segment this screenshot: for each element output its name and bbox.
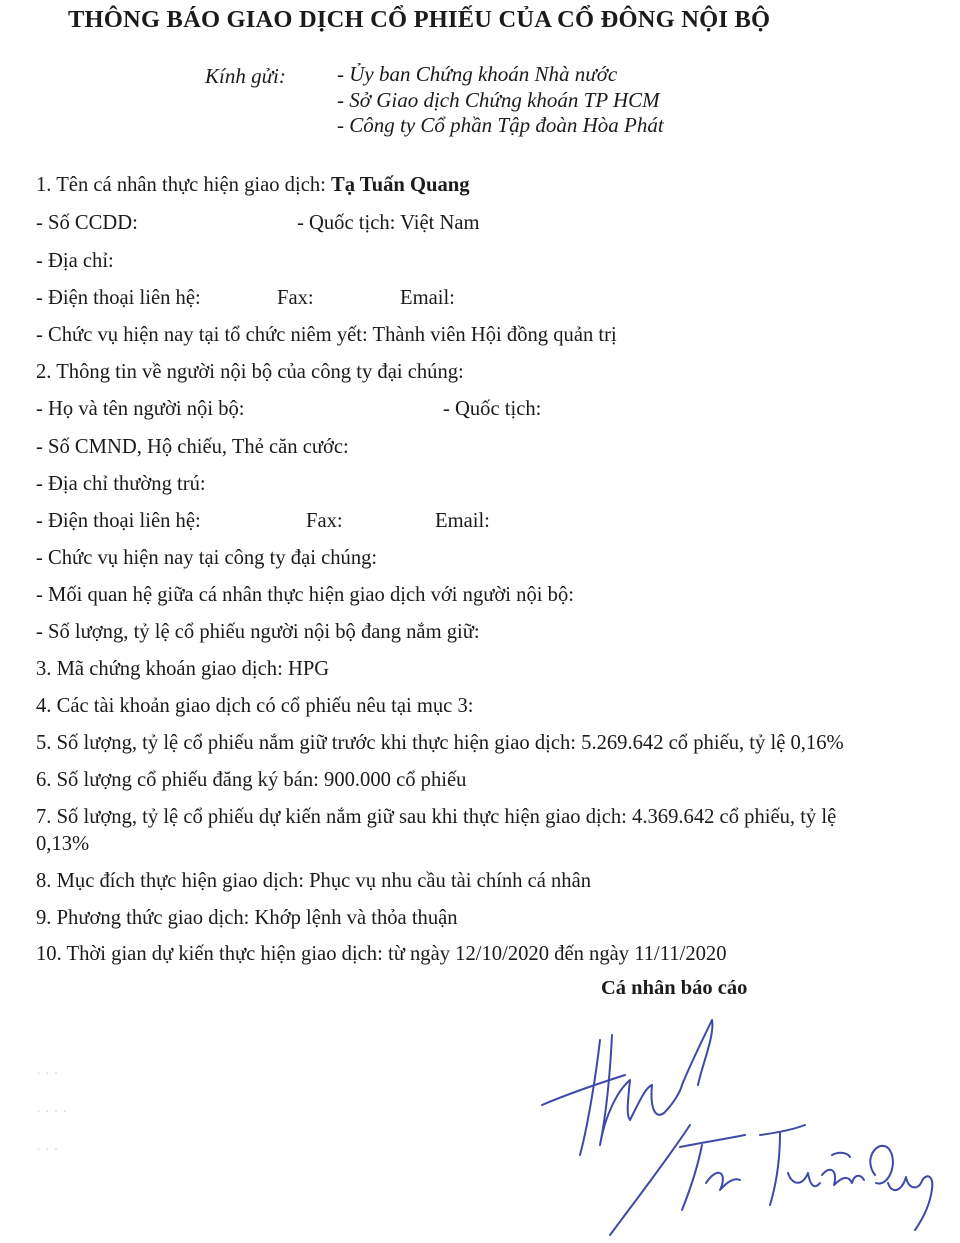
- recipient-item: - Ủy ban Chứng khoán Nhà nước: [337, 62, 618, 86]
- id-number-label: - Số CMND, Hộ chiếu, Thẻ căn cước:: [36, 436, 349, 458]
- insider-name-label: - Họ và tên người nội bộ:: [36, 398, 245, 420]
- relationship-label: - Mối quan hệ giữa cá nhân thực hiện giao dịch với người nội bộ:: [36, 584, 574, 606]
- recipient-item: - Công ty Cổ phần Tập đoàn Hòa Phát: [337, 113, 664, 137]
- item-5: 5. Số lượng, tỷ lệ cổ phiếu nắm giữ trước khi thực hiện giao dịch: 5.269.642 cổ phiếu, tỷ lệ 0,16%: [36, 732, 844, 754]
- recipient-list: [337, 62, 664, 139]
- item-9: 9. Phương thức giao dịch: Khớp lệnh và thỏa thuận: [36, 907, 458, 929]
- item-4: 4. Các tài khoản giao dịch có cổ phiếu nêu tại mục 3:: [36, 695, 474, 717]
- insider-holding-label: - Số lượng, tỷ lệ cổ phiếu người nội bộ đang nắm giữ:: [36, 621, 480, 643]
- fax-label: Fax:: [277, 287, 314, 309]
- page-title: THÔNG BÁO GIAO DỊCH CỔ PHIẾU CỦA CỔ ĐÔNG NỘI BỘ: [68, 6, 771, 33]
- item-6: 6. Số lượng cổ phiếu đăng ký bán: 900.000 cổ phiếu: [36, 769, 467, 791]
- handwritten-signature: [530, 1005, 950, 1240]
- position-line: - Chức vụ hiện nay tại tổ chức niêm yết: Thành viên Hội đồng quản trị: [36, 324, 617, 346]
- recipient-item: - Sở Giao dịch Chứng khoán TP HCM: [337, 87, 660, 112]
- insider-nationality-label: - Quốc tịch:: [443, 398, 542, 420]
- address-label: - Địa chỉ:: [36, 250, 114, 272]
- residence-label: - Địa chỉ thường trú:: [36, 473, 206, 495]
- insider-position-label: - Chức vụ hiện nay tại công ty đại chúng:: [36, 547, 378, 569]
- nationality-label: - Quốc tịch: Việt Nam: [297, 212, 480, 234]
- item-7-line1: 7. Số lượng, tỷ lệ cổ phiếu dự kiến nắm giữ sau khi thực hiện giao dịch: 4.369.642 cổ phiếu, tỷ lệ: [36, 806, 837, 828]
- trader-name: Tạ Tuấn Quang: [331, 174, 470, 196]
- email-label: Email:: [400, 287, 455, 309]
- ccdd-label: - Số CCDD:: [36, 212, 138, 234]
- signer-title: Cá nhân báo cáo: [601, 977, 748, 999]
- section1-heading: 1. Tên cá nhân thực hiện giao dịch:: [36, 174, 331, 196]
- insider-fax-label: Fax:: [306, 510, 343, 532]
- item-3: 3. Mã chứng khoán giao dịch: HPG: [36, 658, 330, 680]
- item-10: 10. Thời gian dự kiến thực hiện giao dịch: từ ngày 12/10/2020 đến ngày 11/11/2020: [36, 943, 727, 965]
- phone-label: - Điện thoại liên hệ:: [36, 287, 201, 309]
- section2-heading: 2. Thông tin về người nội bộ của công ty đại chúng:: [36, 361, 464, 383]
- faint-stamp-residue: · · · · · · · · · ·: [36, 1066, 68, 1158]
- kinh-gui-label: Kính gửi:: [205, 64, 286, 88]
- insider-phone-label: - Điện thoại liên hệ:: [36, 510, 201, 532]
- item-7-line2: 0,13%: [36, 833, 90, 855]
- item-8: 8. Mục đích thực hiện giao dịch: Phục vụ nhu cầu tài chính cá nhân: [36, 870, 592, 892]
- section1-heading-line: [36, 173, 470, 197]
- insider-email-label: Email:: [435, 510, 490, 532]
